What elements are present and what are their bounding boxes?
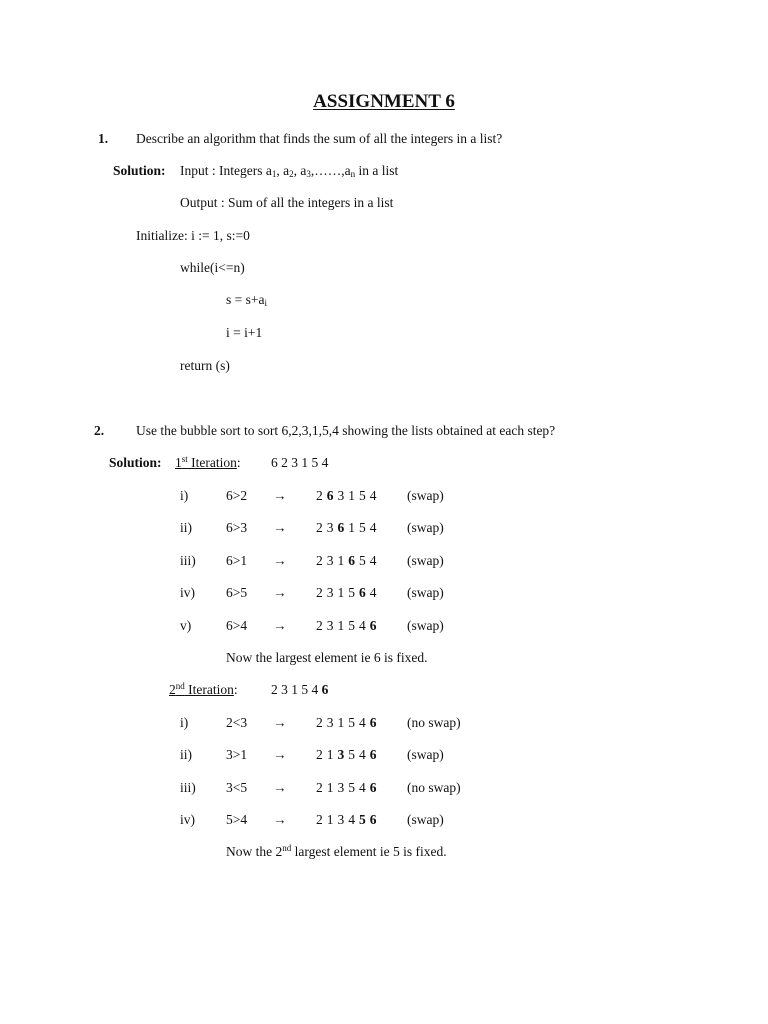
step-list (316, 748, 381, 762)
q1-input-comma2: , a (293, 163, 307, 178)
list-element: 1 (337, 618, 345, 633)
q2-number: 2. (94, 423, 105, 438)
list-element: 6 (359, 585, 366, 600)
list-element: 2 (316, 520, 323, 535)
list-element: 3 (326, 520, 334, 535)
list-element: 3 (337, 780, 345, 795)
q1-input-suffix: in a list (355, 163, 399, 178)
step-comparison: 3>1 (226, 747, 248, 762)
step-list (316, 716, 381, 730)
list-element: 5 (348, 747, 355, 762)
q1-increment-line: i = i+1 (226, 325, 263, 340)
list-element: 6 (326, 488, 334, 503)
list-element: 6 (369, 780, 377, 795)
list-element: 4 (359, 715, 366, 730)
q1-sum-line (226, 293, 267, 307)
q1-input-line (180, 164, 398, 178)
list-element: 5 (348, 618, 355, 633)
list-element: 3 (326, 585, 334, 600)
q1-initialize-line: Initialize: i := 1, s:=0 (136, 228, 250, 243)
list-element: 4 (348, 812, 355, 827)
iteration-2-note: Now the 2nd largest element ie 5 is fixed. (226, 843, 447, 859)
q1-input-dots: ,……,a (310, 163, 351, 178)
step-comparison: 6>2 (226, 488, 248, 503)
list-element: 2 (316, 715, 323, 730)
step-action: (swap) (407, 553, 444, 568)
step-roman: iii) (180, 780, 196, 795)
list-element: 3 (337, 812, 345, 827)
q1-input-prefix: Input : Integers a (180, 163, 272, 178)
step-comparison: 2<3 (226, 715, 248, 730)
list-element: 6 (369, 747, 377, 762)
list-element: 3 (326, 553, 334, 568)
q1-sum-text: s = s+a (226, 292, 265, 307)
list-element: 4 (369, 553, 377, 568)
list-element: 2 (316, 585, 323, 600)
list-element: 6 (337, 520, 345, 535)
step-action: (swap) (407, 488, 444, 503)
step-arrow-icon: → (273, 715, 287, 730)
list-element: 3 (326, 715, 334, 730)
step-arrow-icon: → (273, 747, 287, 762)
q1-output-line: Output : Sum of all the integers in a list (180, 195, 394, 210)
step-comparison: 6>5 (226, 585, 248, 600)
q1-question: Describe an algorithm that finds the sum of all the integers in a list? (136, 131, 503, 146)
step-action: (swap) (407, 618, 444, 633)
step-comparison: 3<5 (226, 780, 248, 795)
list-element: 6 (348, 553, 355, 568)
step-arrow-icon: → (273, 812, 287, 827)
list-element: 5 (359, 553, 366, 568)
list-element: 5 (359, 520, 366, 535)
iteration-2-title: 2nd Iteration (169, 681, 234, 697)
step-list (316, 521, 381, 535)
q1-number: 1. (98, 131, 109, 146)
q2-question: Use the bubble sort to sort 6,2,3,1,5,4 showing the lists obtained at each step? (136, 423, 556, 438)
list-element: 3 (326, 618, 334, 633)
step-roman: ii) (180, 520, 192, 535)
subscript-1: 1 (271, 169, 277, 179)
q1-return-line: return (s) (180, 358, 230, 373)
step-list (316, 781, 381, 795)
step-list (316, 554, 381, 568)
list-element: 1 (348, 520, 355, 535)
list-element: 2 (316, 488, 323, 503)
q1-solution-label: Solution: (113, 163, 166, 178)
step-action: (swap) (407, 585, 444, 600)
step-list (316, 586, 381, 600)
step-comparison: 6>4 (226, 618, 248, 633)
list-element: 1 (337, 585, 345, 600)
subscript-i: i (264, 298, 267, 308)
list-element: 2 (316, 553, 323, 568)
subscript-3: 3 (306, 169, 311, 179)
step-roman: iv) (180, 585, 195, 600)
list-element: 4 (359, 618, 366, 633)
iteration-1-title: 1st Iteration (175, 454, 237, 470)
list-element: 1 (326, 747, 334, 762)
iteration-2-heading: 2nd Iteration: (169, 681, 238, 697)
list-element: 5 (348, 780, 355, 795)
q1-while-line: while(i<=n) (180, 260, 245, 275)
step-comparison: 6>1 (226, 553, 248, 568)
step-arrow-icon: → (273, 520, 287, 535)
step-roman: i) (180, 488, 189, 503)
list-element: 2 (316, 618, 323, 633)
iteration-1-note: Now the largest element ie 6 is fixed. (226, 650, 428, 665)
list-element: 1 (337, 715, 345, 730)
step-roman: i) (180, 715, 189, 730)
list-element: 4 (359, 747, 366, 762)
subscript-n: n (350, 169, 356, 179)
list-element: 4 (359, 780, 366, 795)
step-roman: iii) (180, 553, 196, 568)
q2-solution-label: Solution: (109, 455, 162, 470)
step-roman: ii) (180, 747, 192, 762)
list-element: 2 (316, 780, 323, 795)
step-action: (swap) (407, 747, 444, 762)
list-element: 1 (337, 553, 345, 568)
list-element: 1 (348, 488, 355, 503)
list-element: 2 (316, 812, 323, 827)
list-element: 5 (348, 585, 355, 600)
iteration-2-start-list: 2 3 1 5 4 6 (271, 682, 329, 697)
iteration-1-heading: 1st Iteration: (175, 454, 241, 470)
list-element: 6 (369, 812, 377, 827)
step-comparison: 5>4 (226, 812, 248, 827)
list-element: 3 (337, 747, 345, 762)
step-arrow-icon: → (273, 618, 287, 633)
list-element: 3 (337, 488, 345, 503)
step-comparison: 6>3 (226, 520, 248, 535)
step-action: (swap) (407, 812, 444, 827)
list-element: 5 (359, 488, 366, 503)
step-arrow-icon: → (273, 585, 287, 600)
list-element: 4 (369, 488, 377, 503)
subscript-2: 2 (289, 169, 294, 179)
list-element: 1 (326, 780, 334, 795)
iteration-1-start-list: 6 2 3 1 5 4 (271, 455, 329, 470)
step-arrow-icon: → (273, 553, 287, 568)
step-list (316, 813, 381, 827)
list-element: 6 (369, 618, 377, 633)
list-element: 6 (369, 715, 377, 730)
step-roman: v) (180, 618, 192, 633)
list-element: 5 (359, 812, 366, 827)
list-element: 1 (326, 812, 334, 827)
list-element: 2 (316, 747, 323, 762)
step-roman: iv) (180, 812, 195, 827)
list-element: 4 (369, 585, 377, 600)
step-action: (swap) (407, 520, 444, 535)
step-action: (no swap) (407, 715, 461, 730)
list-element: 4 (369, 520, 377, 535)
page-title: ASSIGNMENT 6 (313, 91, 455, 112)
step-list (316, 489, 381, 503)
q1-input-comma1: , a (276, 163, 290, 178)
step-arrow-icon: → (273, 488, 287, 503)
step-action: (no swap) (407, 780, 461, 795)
list-element: 5 (348, 715, 355, 730)
step-list (316, 619, 381, 633)
step-arrow-icon: → (273, 780, 287, 795)
